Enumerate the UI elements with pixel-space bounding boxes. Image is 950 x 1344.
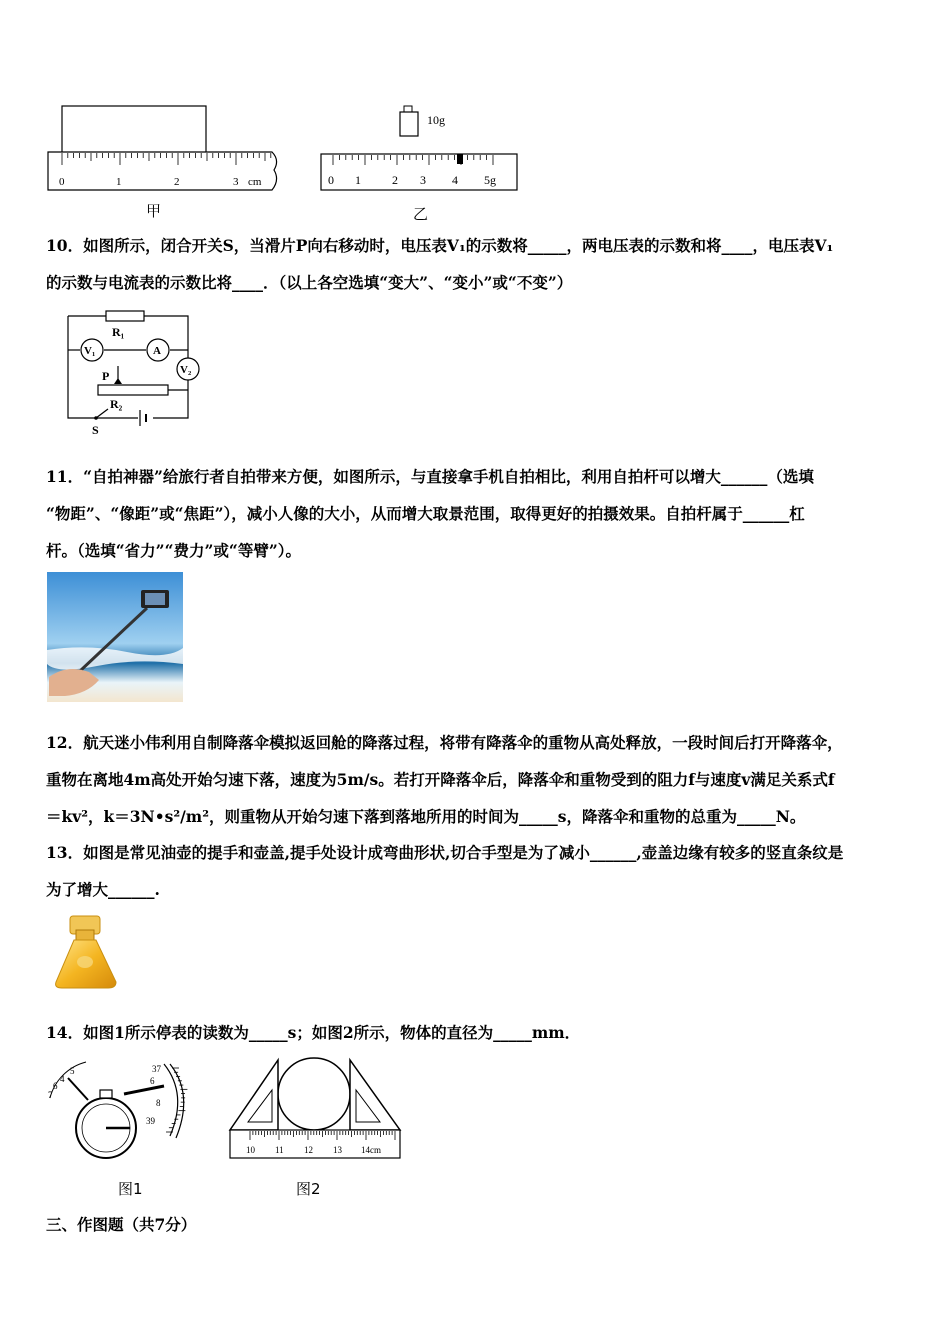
question-12-line-3: ＝kv²，k＝3N•s²/m²，则重物从开始匀速下落到落地所用的时间为_____s，降落伞和重物的总重为_____N。 xyxy=(46,807,806,826)
question-11-line-2: “物距”、“像距”或“焦距”），减小人像的大小，从而增大取景范围，取得更好的拍摄效果。自拍杆属于______杠 xyxy=(46,504,805,523)
ruler-unit-label: cm xyxy=(248,176,262,188)
voltmeter-v1-label: V₁ xyxy=(84,345,96,357)
question-10-line-2: 的示数与电流表的示数比将____．（以上各空选填“变大”、“变小”或“不变”） xyxy=(46,273,573,292)
stopwatch-figure xyxy=(46,1058,191,1168)
ruler-tick-label: 2 xyxy=(174,176,180,188)
second-dial-label: 6 xyxy=(150,1076,155,1086)
minute-pointer xyxy=(68,1078,88,1100)
resistor-r1-label: R₁ xyxy=(112,325,125,339)
minute-dial-label: 6 xyxy=(53,1081,58,1091)
selfie-stick-photo xyxy=(47,572,183,702)
second-dial-label: 39 xyxy=(146,1116,155,1126)
figure-caption-yi: 乙 xyxy=(413,205,429,223)
right-set-square-icon xyxy=(350,1060,400,1130)
minute-dial-label: 7 xyxy=(48,1090,53,1100)
second-pointer xyxy=(124,1086,164,1094)
switch-s xyxy=(96,409,108,418)
scale-tick-label: 0 xyxy=(328,173,334,187)
weight-label: 10g xyxy=(427,113,445,127)
ruler-tick-label: 12 xyxy=(304,1145,313,1155)
pot-cap-icon xyxy=(76,930,94,940)
ammeter-label: A xyxy=(153,345,161,357)
ruler-body xyxy=(48,152,277,190)
voltmeter-v2-label: V₂ xyxy=(180,364,192,376)
question-13-line-2: 为了增大______. xyxy=(46,880,160,899)
ruler-tick-label: 1 xyxy=(116,176,122,188)
question-11-line-1: 11．“自拍神器”给旅行者自拍带来方便，如图所示，与直接拿手机自拍相比，利用自拍杆可以增大______（选填 xyxy=(46,467,814,486)
oil-pot-photo xyxy=(52,912,120,992)
minute-dial-label: 4 xyxy=(60,1074,65,1084)
diameter-ruler-figure xyxy=(226,1054,406,1162)
scale-tick-label: 1 xyxy=(355,173,361,187)
rheostat-r2 xyxy=(98,385,168,395)
ruler-tick-label: 3 xyxy=(233,176,239,188)
section-3-title: 三、作图题（共7分） xyxy=(46,1215,197,1234)
circuit-diagram xyxy=(58,308,208,440)
question-12-line-2: 重物在离地4m高处开始匀速下落，速度为5m/s。若打开降落伞后，降落伞和重物受到的阻力f与速度v满足关系式f xyxy=(46,770,835,789)
measured-ball xyxy=(278,1058,350,1130)
second-dial-label: 8 xyxy=(156,1098,161,1108)
balance-figure-yi xyxy=(318,100,523,195)
minute-dial-label: 5 xyxy=(70,1066,75,1076)
weight-hook xyxy=(404,106,412,112)
second-dial-label: 37 xyxy=(152,1064,161,1074)
question-14-line-1: 14．如图1所示停表的读数为_____s；如图2所示，物体的直径为_____mm． xyxy=(46,1023,581,1042)
scale-tick-label: 4 xyxy=(452,173,458,187)
measured-block xyxy=(62,106,206,154)
figure-caption-jia: 甲 xyxy=(146,202,162,220)
figure-2-caption: 图2 xyxy=(296,1180,321,1198)
question-11-line-3: 杆。（选填“省力”“费力”或“等臂”）。 xyxy=(46,541,301,560)
ruler-tick-label: 13 xyxy=(333,1145,342,1155)
ruler-tick-label: 0 xyxy=(59,176,65,188)
question-14 xyxy=(46,1014,904,1051)
scale-tick-label: 5g xyxy=(484,173,496,187)
scale-tick-label: 2 xyxy=(392,173,398,187)
question-13 xyxy=(46,834,904,908)
ruler-tick-label: 11 xyxy=(275,1145,284,1155)
resistor-r1 xyxy=(106,311,144,321)
rider-marker xyxy=(457,154,463,164)
ruler-tick-label: 10 xyxy=(246,1145,255,1155)
slider-p-arrow xyxy=(114,378,122,384)
question-10 xyxy=(46,227,904,301)
question-13-line-1: 13．如图是常见油壶的提手和壶盖,提手处设计成弯曲形状,切合手型是为了减小______,壶盖边缘有较多的竖直条纹是 xyxy=(46,843,844,862)
stopwatch-crown-icon xyxy=(100,1090,112,1098)
slider-p-label: P xyxy=(102,369,110,383)
question-12-line-1: 12．航天迷小伟利用自制降落伞模拟返回舱的降落过程，将带有降落伞的重物从高处释放，一段时间后打开降落伞， xyxy=(46,733,843,752)
weight-icon xyxy=(400,112,418,136)
scale-tick-label: 3 xyxy=(420,173,426,187)
question-11 xyxy=(46,458,904,569)
left-set-square-icon xyxy=(230,1060,278,1130)
ruler-tick-label: 14cm xyxy=(361,1145,381,1155)
question-12 xyxy=(46,724,904,835)
figure-1-caption: 图1 xyxy=(118,1180,143,1198)
ruler-figure-jia xyxy=(46,100,286,225)
switch-s-label: S xyxy=(92,423,99,437)
rheostat-r2-label: R₂ xyxy=(110,397,123,411)
second-dial-arc xyxy=(164,1064,178,1136)
question-10-line-1: 10．如图所示，闭合开关S，当滑片P向右移动时，电压表V₁的示数将_____，两电压表的示数和将____，电压表V₁ xyxy=(46,236,834,255)
